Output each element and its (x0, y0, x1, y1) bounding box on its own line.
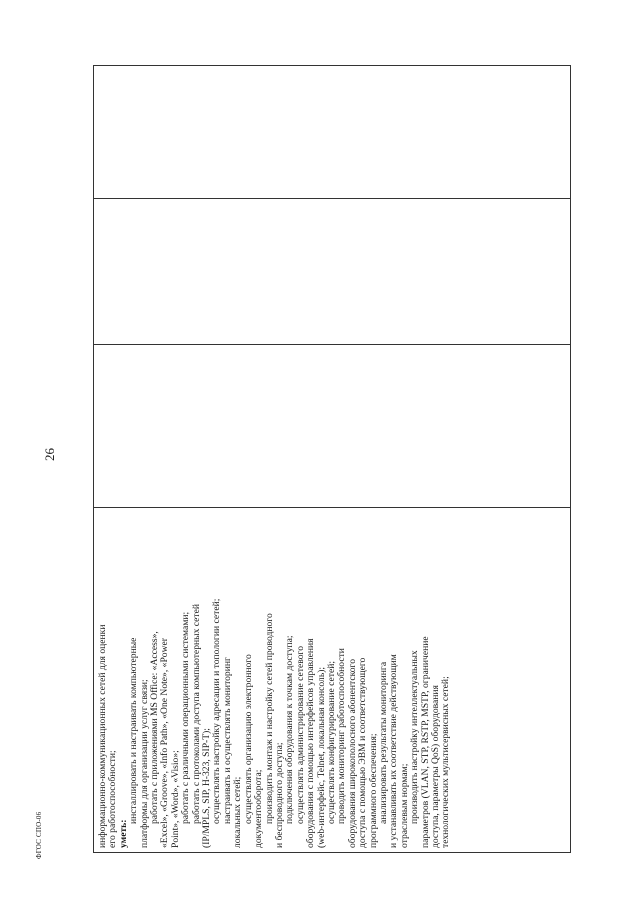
text-line: (IP/MPLS, SIP, H-323, SIP-T); (201, 728, 213, 848)
text-line: платформы для организации услуг связи; (138, 679, 150, 848)
text-line: анализировать результаты мониторинга (377, 661, 389, 824)
text-line: информационно-коммуникационных сетей для оценки (97, 624, 108, 848)
text-line: доступа, параметры QoS) оборудования (430, 685, 441, 848)
text-line: параметров (VLAN, STP, RSTP, MSTP, ограничение (419, 636, 431, 848)
text-line: работать с протоколами доступа компьютерных сетей (190, 604, 202, 824)
text-line: и устанавливать их соответствие действующим (388, 654, 400, 848)
text-line: настраивать и осуществлять мониторинг (221, 657, 233, 824)
table-column-2 (94, 344, 570, 507)
text-line: осуществлять конфигурирование сетей; (325, 660, 337, 824)
text-line: проводить мониторинг работоспособности (336, 648, 348, 824)
text-line: отраслевым нормам; (398, 763, 410, 848)
table-column-3 (94, 198, 570, 344)
text-line: производить монтаж и настройку сетей проводного (263, 613, 275, 824)
document-footer: ФГОС СПО-06 (35, 811, 43, 859)
text-line: осуществлять настройку адресации и топологии сетей; (211, 598, 223, 824)
text-line: работать с приложениями MS Office: «Access», (149, 631, 161, 824)
text-line: осуществлять администрирование сетевого (294, 646, 306, 824)
text-line: (web-интерфейс, Telnet, локальная консоль); (315, 666, 327, 848)
text-line: и беспроводного доступа; (273, 742, 285, 848)
page-number: 26 (42, 448, 57, 461)
text-line: производить настройку интеллектуальных (409, 650, 421, 824)
table-column-4 (94, 64, 570, 198)
text-line: доступа с помощью ЭВМ и соответствующего (357, 657, 369, 848)
text-line: осуществлять организацию электронного (242, 654, 254, 824)
text-line: работать с различными операционными системами; (180, 611, 192, 824)
text-line: подключения оборудования к точкам доступа; (284, 635, 296, 824)
text-line: локальных сетей; (232, 776, 244, 848)
content-table (93, 65, 571, 853)
text-line: технологических мультисервисных сетей; (440, 676, 452, 848)
table-column-1 (94, 507, 570, 852)
text-line: документооборота; (253, 769, 265, 848)
text-line: Point», «Word», «Visio»; (169, 750, 181, 848)
text-line: программного обеспечения; (367, 733, 379, 848)
text-line: инсталлировать и настраивать компьютерные (128, 637, 140, 824)
text-line: уметь: (117, 819, 129, 848)
text-line: оборудования широкополосного абонентского (346, 658, 358, 848)
text-line: «Excel», «Groove», «Info Path», «One Note», «Power (159, 638, 171, 848)
text-line: его работоспособности; (107, 750, 119, 848)
text-line: оборудования с помощью интерфейсов управления (305, 638, 317, 848)
